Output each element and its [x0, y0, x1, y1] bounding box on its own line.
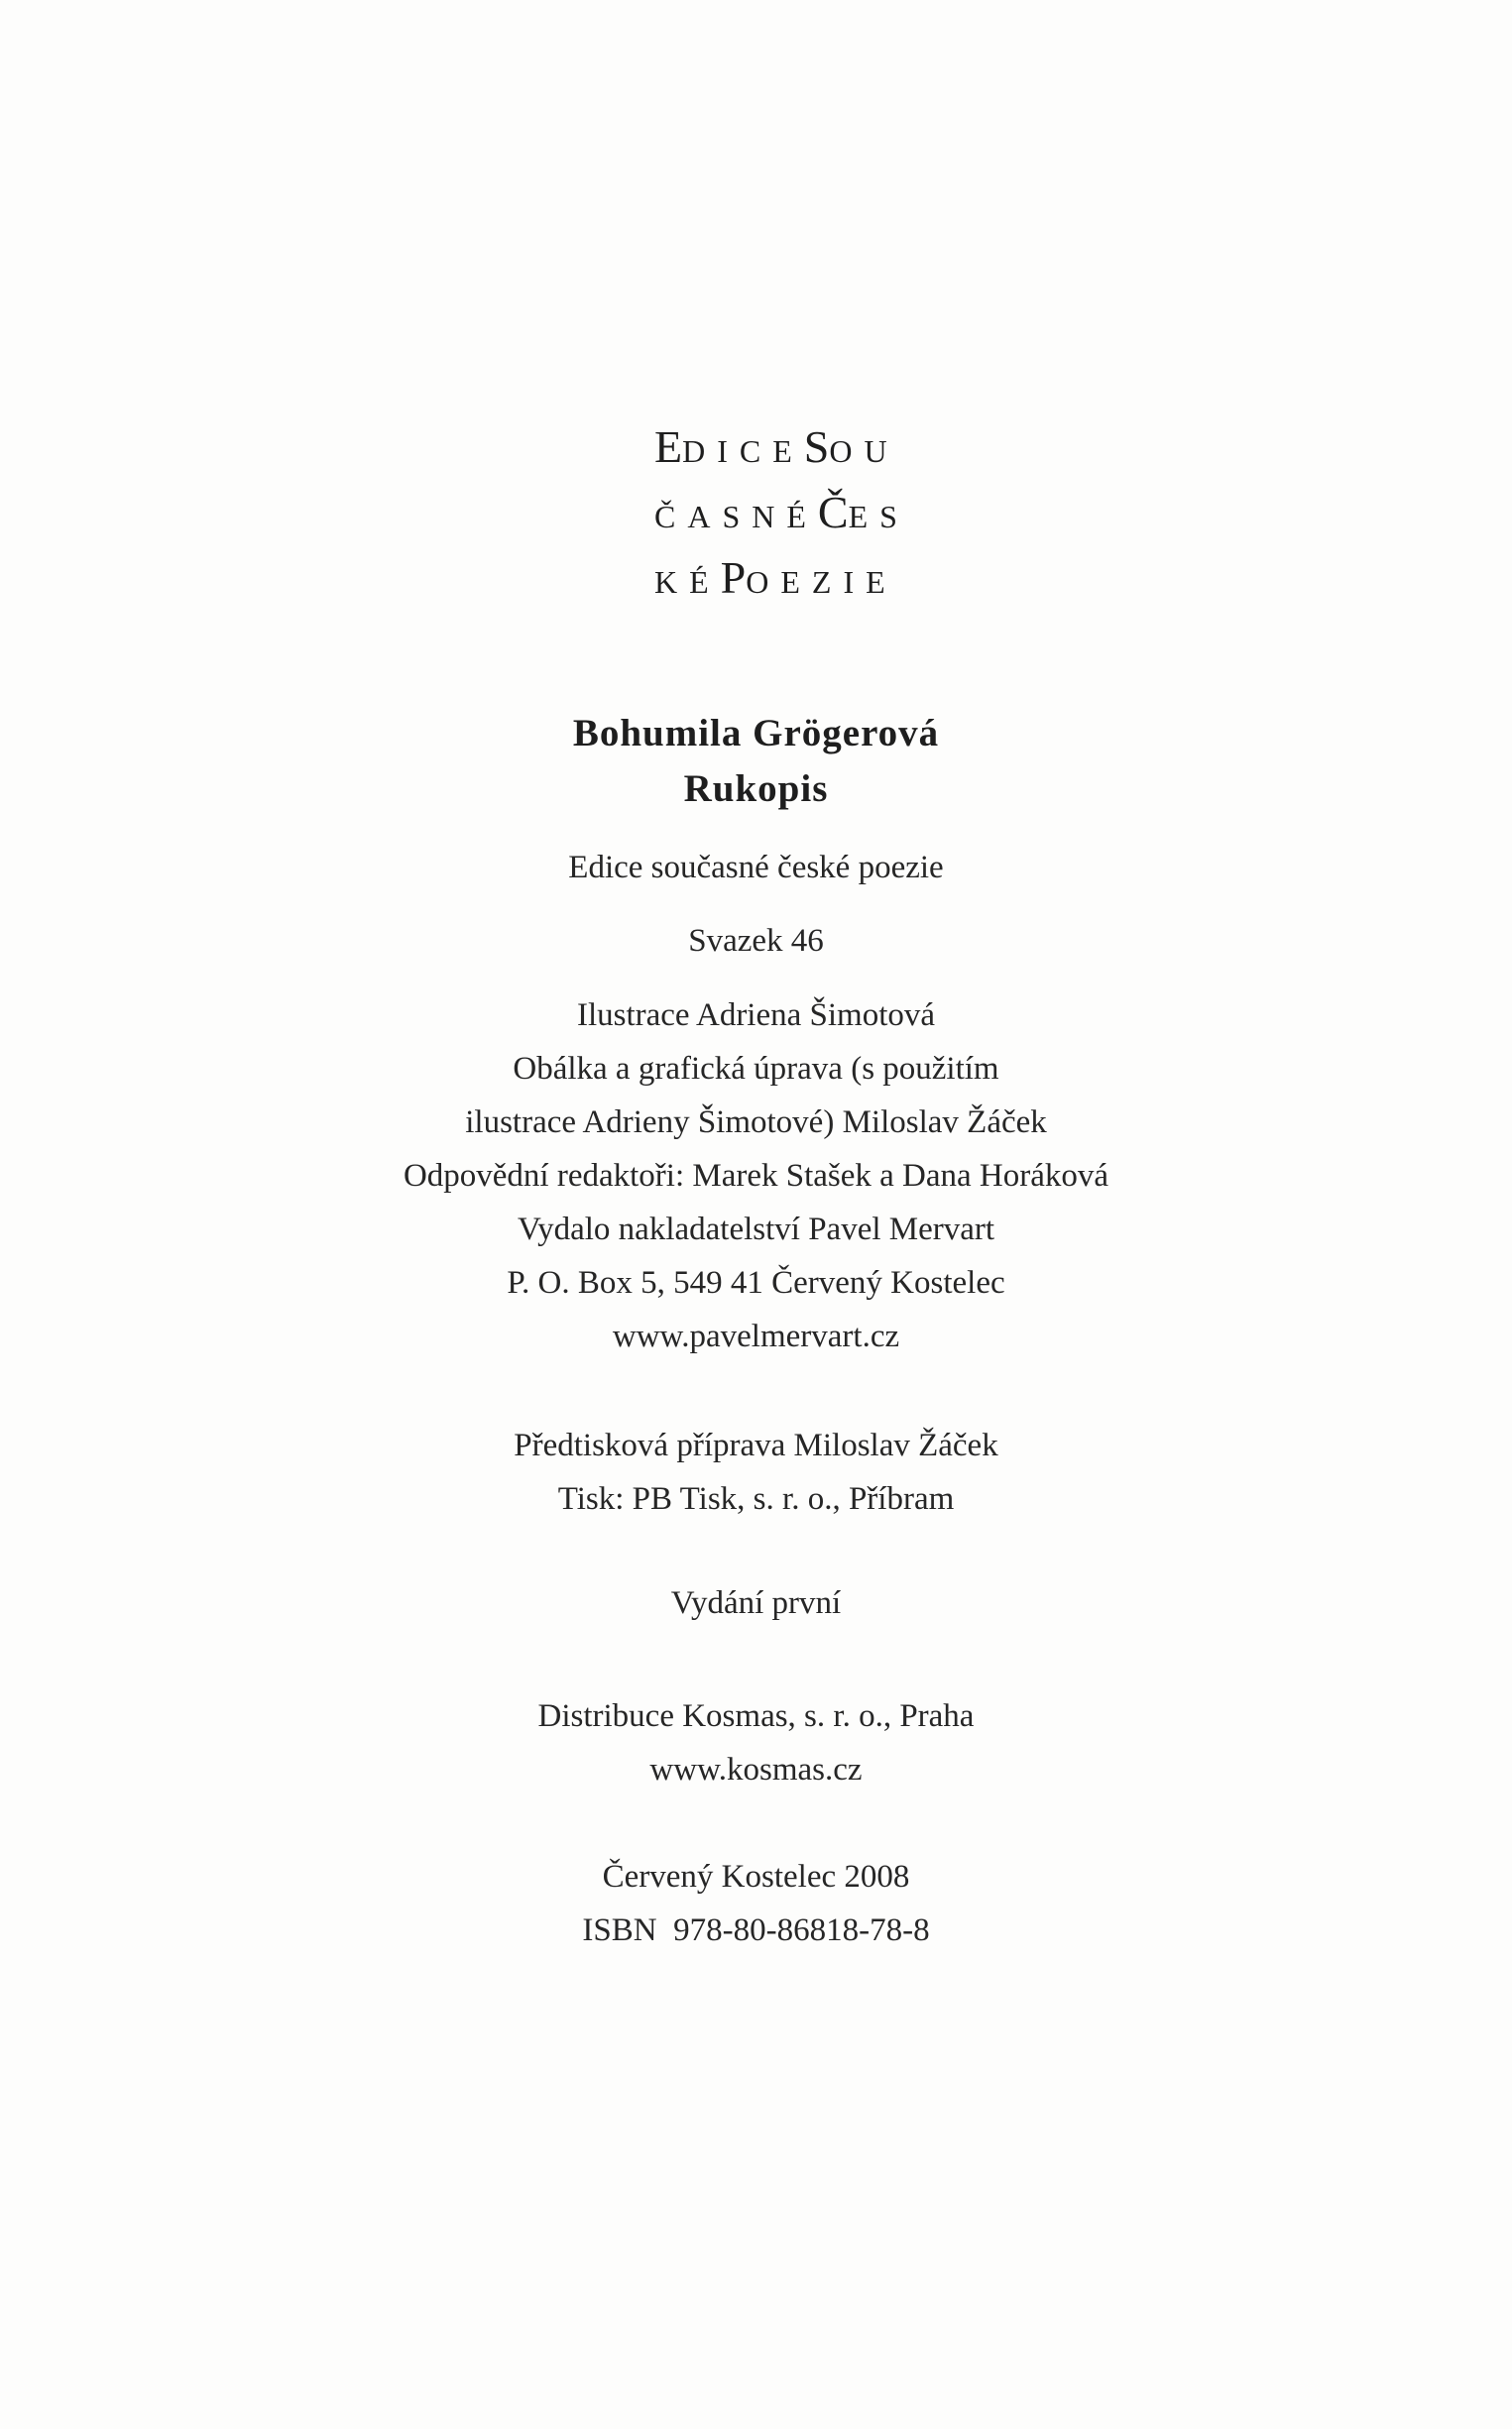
logo-letters: ES	[848, 499, 909, 534]
distributor-url: www.kosmas.cz	[649, 1752, 863, 1788]
logo-letter: P	[720, 552, 747, 603]
logo-letter: Č	[817, 487, 849, 537]
credit-line: P. O. Box 5, 549 41 Červený Kostelec	[507, 1265, 1005, 1301]
series-logo	[654, 416, 952, 613]
logo-letters: OEZIE	[746, 564, 897, 600]
credit-line: Ilustrace Adriena Šimotová	[576, 997, 936, 1033]
credits-block	[0, 988, 1512, 1363]
imprint-place-year: Červený Kostelec 2008	[602, 1859, 910, 1895]
series-logo-line-3	[654, 547, 952, 613]
credit-line: Odpovědní redaktoři: Marek Stašek a Dana Horáková	[403, 1158, 1109, 1194]
imprint-block	[0, 1850, 1512, 1957]
book-author: Bohumila Grögerová	[572, 712, 940, 754]
distribution-line: Distribuce Kosmas, s. r. o., Praha	[537, 1698, 975, 1734]
credit-line: Vydalo nakladatelství Pavel Mervart	[517, 1212, 995, 1247]
logo-letter: E	[654, 421, 683, 472]
production-line: Předtisková příprava Miloslav Žáček	[514, 1428, 998, 1463]
production-block	[0, 1419, 1512, 1526]
volume-number: Svazek 46	[688, 923, 824, 959]
edition-note: Vydání první	[670, 1585, 842, 1621]
logo-letter: S	[803, 421, 830, 472]
isbn: ISBN 978-80-86818-78-8	[582, 1912, 930, 1948]
publisher-url: www.pavelmervart.cz	[612, 1319, 900, 1354]
distribution-block	[0, 1689, 1512, 1796]
credit-line: ilustrace Adrieny Šimotové) Miloslav Žáček	[465, 1104, 1047, 1140]
production-line: Tisk: PB Tisk, s. r. o., Příbram	[557, 1481, 955, 1517]
book-title: Rukopis	[683, 767, 829, 810]
series-logo-line-1	[654, 416, 952, 482]
edition-name: Edice současné české poezie	[568, 850, 944, 885]
logo-letters: ČASNÉ	[654, 499, 818, 534]
logo-letters: KÉ	[654, 564, 721, 600]
credit-line: Obálka a grafická úprava (s použitím	[513, 1051, 999, 1087]
series-logo-line-2	[654, 482, 952, 547]
logo-letters: OU	[829, 433, 899, 469]
logo-letters: DICE	[682, 433, 804, 469]
